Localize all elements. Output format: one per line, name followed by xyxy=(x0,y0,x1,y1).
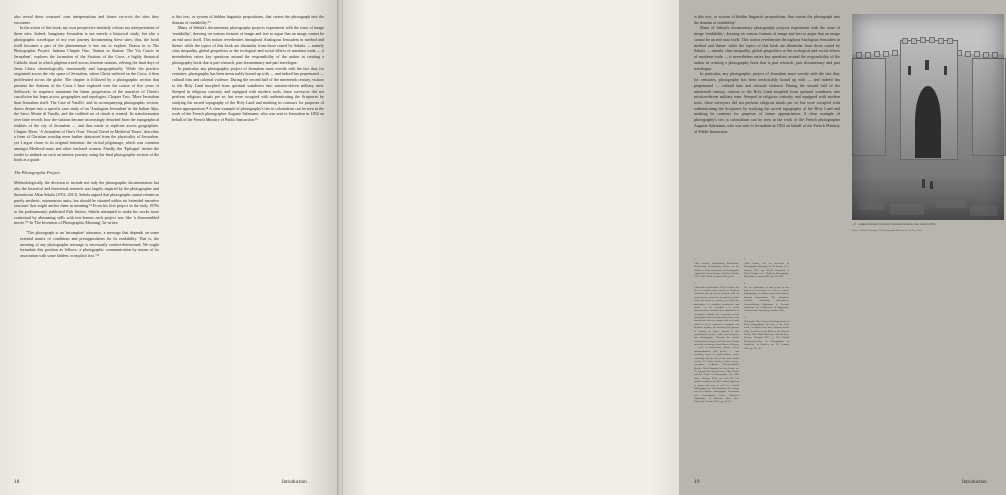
running-head-left: Introduction xyxy=(282,480,307,485)
rubble xyxy=(858,201,884,210)
side-bastion-left xyxy=(852,58,886,156)
footnote-number: 2 xyxy=(694,281,696,285)
block-quote: "The photograph is an 'incomplete' utterance, a message that depends on some external matrix of conditions and presuppositions for its readability. That is, the meaning of any photographic message is necessarily context-determined. We might formulate this position as follows: a photographic communication by means of its association with some hidden, or implicit text."¹⁶ xyxy=(20,230,159,259)
paragraph: In particular, any photographic project of Jerusalem must wrestle with the fact that, for centuries, photography has been inextricably bound up with — and indeed has perpetuated — cultural bias and colonial violence. During the second half of the nineteenth century, visitors to the Holy Land morphed from spiritual wanderers into mission-driven military men. Steeped in religious curiosity and equipped with modern tools, these surveyors did not perform religious rituals per se, but were occupied with authenticating the Scriptures by studying the sacred topography of the Holy Land and marking its contours for purposes of future appropriation. A clear example of photography's ties to colonialism can be seen in the work of the French photographer Auguste Salzmann, who was sent to Jerusalem in 1854 on behalf of the French Ministry of Public Instruction. xyxy=(694,71,840,134)
crenellation xyxy=(938,38,944,44)
footnote-text: Yeshayahu Nir, 'Cultural Predispositions in Early Photography: The Case of the Holy Land', in Nissan Ben-Arieh, Nicolas Stavis (eds), Jerusalem in the Mind of the Western World, 1800–1948: With Eyes Toward Zion, Praeger, Westport 1977, p. 135; Abigail Solomon-Godeau, 'A Photographer in Jerusalem', in October, no. 18, Autumn 1981, pp. 91–107. xyxy=(744,319,789,350)
arrow-slit xyxy=(925,60,929,70)
footnote xyxy=(744,258,789,279)
footnote-number: 4 xyxy=(744,281,746,285)
footnotes-block xyxy=(694,258,840,407)
footnote xyxy=(744,282,789,313)
footnote-text: Allan Sekula, 'Dismantling Modernism, Reinventing Documentary (Notes on the Politics of Representation)', in Photography Against the Grain: Essays and Photo Works, 1973–1983, Mack, London 2016, p. 60. xyxy=(694,261,739,279)
crenellation xyxy=(947,38,953,44)
photograph-damascus-gate xyxy=(852,14,1004,220)
footnote xyxy=(694,282,739,404)
crenellation xyxy=(883,51,889,57)
footnotes-column-1 xyxy=(694,258,739,407)
crenellation xyxy=(892,50,898,56)
figure-block xyxy=(852,14,1004,232)
gate-arch xyxy=(915,86,941,158)
paragraph: In particular, any photographic project of Jerusalem must wrestle with the fact that, for centuries, photography has been inextricably bound up with — and indeed has perpetuated — cultural bias and colonial violence. During the second half of the nineteenth century, visitors to the Holy Land morphed from spiritual wanderers into mission-driven military men. Steeped in religious curiosity and equipped with modern tools, these surveyors did not perform religious rituals per se, but were occupied with authenticating the Scriptures by studying the sacred topography of the Holy Land and marking its contours for purposes of future appropriation.¹⁸ A clear example of photography's ties to colonialism can be seen in the work of the French photographer Auguste Salzmann, who was sent to Jerusalem in 1854 on behalf of the French Ministry of Public Instruction.¹⁹ xyxy=(172,65,324,123)
crenellation xyxy=(929,37,935,43)
page-number-right: 19 xyxy=(694,479,700,485)
rubble xyxy=(890,204,924,215)
right-page xyxy=(340,0,987,495)
crenellation xyxy=(974,51,980,57)
arrow-slit xyxy=(944,66,947,75)
footnote xyxy=(694,258,739,279)
rubble xyxy=(936,200,966,208)
footnote-number: 1 xyxy=(694,258,696,261)
human-figure xyxy=(922,179,925,188)
figure-number: ←8 xyxy=(852,223,856,226)
paragraph: Many of Sekula's documentary photography projects experiment with the issue of image 'readability', drawing on various formats of image and text to argue that an image cannot be an end unto itself. This notion reverberates throughout Analogous Jerusalem in method and theme: while the topics of this book are dissimilar from those raised by Sekula — namely class inequality, global geopolitics or the ecological and social effects of maritime trade — it nevertheless raises key questions around the responsibility of the author in creating a photography book that is part research, part documentary and part travelogue. xyxy=(694,25,840,71)
crenellation xyxy=(874,51,880,57)
human-figure xyxy=(930,181,933,189)
crenellation xyxy=(965,51,971,57)
arrow-slit xyxy=(908,66,911,75)
footnote xyxy=(744,316,789,350)
footnote-text: Allan Sekula, 'On the Invention of Photographic Meaning', in Art Forum, 13:5, January 1975, pp. 36–45. Reprinted in Victor Burgin (ed.), Thinking Photography, Macmillan, London 1982, pp. 452–453. xyxy=(744,261,789,279)
paragraph: is this text, or system of hidden linguistic propositions, that carries the photograph into the domain of readability.' xyxy=(694,14,840,25)
crenellation xyxy=(902,38,908,44)
paragraph: is this text, or system of hidden linguistic propositions, that carries the photograph into the domain of readability.'¹⁷ xyxy=(172,14,324,25)
running-head-right: Introduction xyxy=(962,480,987,485)
side-bastion-right xyxy=(972,58,1006,156)
figure-caption xyxy=(852,223,1004,227)
paragraph: In the action of this book, my own perspective similarly colours my interpretations of these sites. Indeed, Imaginary Jerusalem is not merely a historical study, but also a photographic travelogue of my own journey documenting these sites; thus, the book itself becomes a part of the phenomenon it sets out to explore. Drawn in to The Photographic Project: Indiana Chapter One, 'Station to Station: The Via Crucis in Jerusalem', explores the formation of the Stations of the Cross, a highly theatrical Catholic ritual in which pilgrims travel across fourteen stations, reliving the final days of Jesus Christ chronologically, emotionally and topographically. While the practice originated across the city space of Jerusalem, where Christ suffered on the Cross, it then proliferated across the globe. The chapter is followed by a photographic section that presents the Stations of the Cross I have explored over the course of five years of fieldwork; its sequence maintains the linear progression of the narrative of Christ's crucifixion but leaps across geographies and topologies. Chapter Two, 'More Jerusalem than Jerusalem itself: The Case of Varallo', and its accompanying photographic section, draws deeper into a specific case study of an 'Analogous Jerusalem' in the Italian Alps, the Sacro Monte di Varallo, and the codified set of rituals it created. Its transformation over time records how the stations became increasingly detached from the topographical realities of the city of Jerusalem — and thus easier to replicate across geographies. Chapter Three, 'A Jerusalem of One's Own: Virtual Travel in Medieval Times', describes a form of Christian worship even further abstracted from the physicality of Jerusalem, yet I argue closer to its original intention: the virtual pilgrimage, which was common amongst Medieval nuns and other enclosed women. Finally, the 'Epilogue' invites the reader to embark on such an interior journey, using the final photographic section of the book as a guide. xyxy=(14,25,159,163)
figure-source: Source: Gilman Collection, The Metropolitan Museum of Art, New York xyxy=(852,228,922,232)
right-page-column-1 xyxy=(694,14,840,134)
paragraph: also reveal these creatures' own interpretations and biases vis-a-vis the sites they encounter. xyxy=(14,14,159,25)
footnotes-column-2 xyxy=(744,258,789,407)
crenellation xyxy=(920,37,926,43)
footnote-number: 3 xyxy=(744,258,746,261)
paragraph: Many of Sekula's documentary photography projects experiment with the issue of image 'readability', drawing on various formats of image and text to argue that an image cannot be an end unto itself. This notion reverberates throughout Analogous Jerusalem in method and theme: while the topics of this book are dissimilar from those raised by Sekula — namely class inequality, global geopolitics or the ecological and social effects of maritime trade — it nevertheless raises key questions around the responsibility of the author in creating a photography book that is part research, part documentary and part travelogue. xyxy=(172,25,324,65)
footnote-text: Aleksandra Poklonskaia (2015) follows the life of a smaller cruise family in Southern California after the Soviet hardware falls off from its past experiences in captivity, Sekula charts the home in a factory, an entity that participates in capitalist production and stands at the frontline of social transformation. Sekula's first installation of Aerospace Folktales was a sequence of 142 photographs and text cards hung on the wall, interspersed between images and text cards sorted so as to construct a temporal and thematic rhythm. He described his process of 'cutting up space, turning it into prefabricated packets, fully and chronicles into photographs.' Through the careful construction of image and text cards, Sekula succeeds in raising a constellation of themes — such as domesticity, labour, crises, industrialization and gender — and revealing layers of representation, visual semiology and the role of the artist within society. Cf. Allan Sekula, Carlos Guerra, Aerospace Folktales: Deconsolidated Movies, World Imprint, in Grey Room, no. 55, Spring 2014, Special Issue: Allan Sekula and the Traffic in Photographs, The MIT Press, Chicago 2014, pp. 130–141. For further reading on Sekula's critical approach to image and text as well as a broad bibliography, see Gil Pasternak, 'The Image and the Caption: Photographs, Production and Consumption under Advanced Capitalism', in Marxism Now: Rice University, Houston 2011, pp. 13–30. xyxy=(694,285,739,404)
rubble xyxy=(970,206,998,216)
footnote-text: For an exploration of this period in the history of Jerusalem as well as a broad bibliography, see chapter four of the author's doctoral dissertation: The Imaginary Arsenal: Valorising Monuments, Commodifying Pilgrimage, in Towards Jerusalem: the Architecture of Pilgrimage, Arch-tectural Association, London 2021. xyxy=(744,285,789,313)
figure-caption-text: Auguste Salzmann, Jerusalem, Jerusalem, Damascus Gate, interior (1854). xyxy=(858,223,936,226)
left-page-column-1 xyxy=(14,14,159,259)
section-heading: The Photographic Project xyxy=(14,170,60,176)
left-page-column-2 xyxy=(172,14,324,123)
footnote-number: 5 xyxy=(744,315,746,319)
paragraph: Methodologically, the decision to include not only the photographic documentation but also the historical and theoretical research was largely inspired by the photographer and theoretician Allan Sekula (1951–2013). Sekula argued that photographs cannot remain as purely aesthetic, autonomous units, but should be situated within an 'extended narrative structure' that might anchor them in meaning.¹⁴ From his first project in the early 1970s to his posthumously published Fish Stories, Sekula attempted to make his works more contextual by alternating stills with text-frames each project was like 'a disassembled movie.'¹⁵ In 'The Invention of Photographic Meaning', he writes: xyxy=(14,180,159,226)
crenellation xyxy=(911,38,917,44)
left-page xyxy=(0,0,340,495)
page-number-left: 18 xyxy=(14,479,20,485)
